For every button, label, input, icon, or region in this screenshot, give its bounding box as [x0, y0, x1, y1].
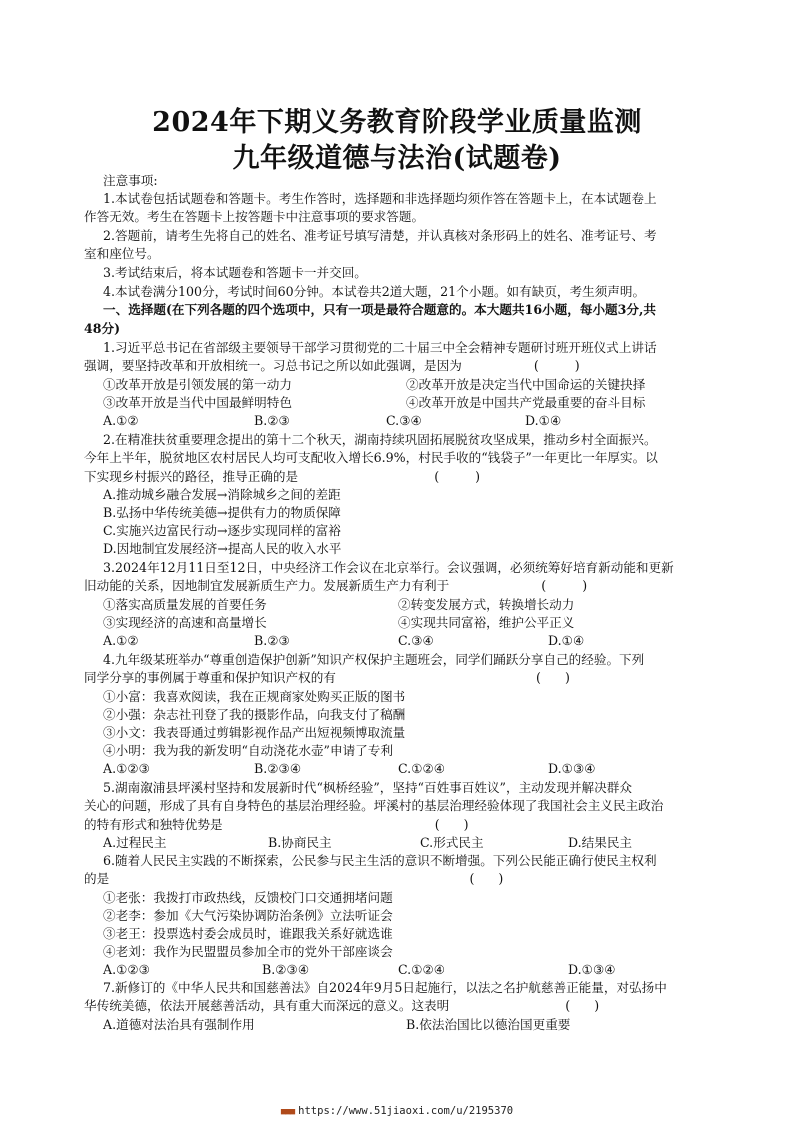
notice-item: 4.本试卷满分100分，考试时间60分钟。本试卷共2道大题，21个小题。如有缺页，考生须声明。 — [103, 284, 646, 299]
option-item: ②小强：杂志社刊登了我的摄影作品，向我支付了稿酬 — [103, 707, 406, 722]
answer-choice: B.协商民主 — [268, 835, 332, 850]
answer-choice: A.道德对法治具有强制作用 — [103, 1017, 255, 1032]
question-stem: 旧动能的关系，因地制宜发展新质生产力。发展新质生产力有利于 ( ) — [84, 578, 588, 593]
exam-title: 2024年下期义务教育阶段学业质量监测 — [152, 107, 642, 138]
option-item: ③实现经济的高速和高量增长 — [103, 615, 267, 630]
page-footer — [0, 1105, 794, 1117]
answer-choice: C.①②④ — [398, 761, 446, 776]
option-item: C.实施兴边富民行动→逐步实现同样的富裕 — [103, 523, 341, 538]
question-stem: 强调，要坚持改革和开放相统一。习总书记之所以如此强调，是因为 ( ) — [84, 358, 580, 373]
option-item: ③老王：投票选村委会成员时，谁跟我关系好就选谁 — [103, 926, 393, 941]
answer-choice: C.形式民主 — [420, 835, 484, 850]
option-item: D.因地制宜发展经济→提高人民的收入水平 — [103, 541, 342, 556]
option-item: ④老刘：我作为民盟盟员参加全市的党外干部座谈会 — [103, 944, 393, 959]
exam-subtitle: 九年级道德与法治(试题卷) — [232, 143, 562, 174]
option-item: ①老张：我拨打市政热线，反馈校门口交通拥堵问题 — [103, 890, 393, 905]
question-stem: 5.湖南溆浦县坪溪村坚持和发展新时代“枫桥经验”，坚持“百姓事百姓议”，主动发现并解决群众 — [103, 780, 632, 795]
answer-choice: B.②③ — [254, 413, 290, 428]
option-item: ③改革开放是当代中国最鲜明特色 — [103, 395, 292, 410]
notice-heading: 注意事项: — [103, 173, 158, 188]
question-stem: 的是 ( ) — [84, 871, 504, 886]
answer-choice: C.③④ — [386, 413, 422, 428]
notice-item: 室和座位号。 — [84, 246, 160, 261]
section-heading: 48分) — [84, 321, 121, 336]
option-item: ④小明：我为我的新发明“自动浇花水壶”申请了专利 — [103, 743, 393, 758]
source-url[interactable]: https://www.51jiaoxi.com/u/2195370 — [298, 1105, 514, 1117]
option-item: ②老李：参加《大气污染协调防治条例》立法听证会 — [103, 908, 393, 923]
watermark-logo: ■■■ — [280, 1107, 295, 1117]
answer-choice: D.结果民主 — [568, 835, 633, 850]
answer-choice: D.①④ — [525, 413, 562, 428]
answer-choice: B.②③ — [254, 633, 290, 648]
answer-choice: A.过程民主 — [103, 835, 167, 850]
answer-choice: D.①④ — [548, 633, 585, 648]
notice-item: 2.答题前，请考生先将自己的姓名、准考证号填写清楚，并认真核对条形码上的姓名、准考证号、考 — [103, 228, 657, 243]
option-item: ①小富：我喜欢阅读，我在正规商家处购买正版的图书 — [103, 689, 406, 704]
option-item: ②转变发展方式，转换增长动力 — [398, 597, 575, 612]
notice-item: 1.本试卷包括试题卷和答题卡。考生作答时，选择题和非选择题均须作答在答题卡上，在本试题卷上 — [103, 191, 657, 206]
question-stem: 6.随着人民民主实践的不断探索，公民参与民主生活的意识不断增强。下列公民能正确行使民主权利 — [103, 853, 657, 868]
answer-choice: A.①② — [103, 413, 139, 428]
question-stem: 同学分享的事例属于尊重和保护知识产权的有 ( ) — [84, 670, 570, 685]
answer-choice: C.③④ — [398, 633, 434, 648]
option-item: ③小文：我表哥通过剪辑影视作品产出短视频博取流量 — [103, 725, 406, 740]
answer-choice: A.①②③ — [103, 962, 150, 977]
question-stem: 的特有形式和独特优势是 ( ) — [84, 817, 469, 832]
answer-choice: B.②③④ — [262, 962, 310, 977]
notice-item: 3.考试结束后，将本试题卷和答题卡一并交回。 — [103, 265, 367, 280]
question-stem: 今年上半年，脱贫地区农村居民人均可支配收入增长6.9%，村民手收的“钱袋子”一年更比一年厚实。以 — [84, 450, 658, 465]
answer-choice: B.②③④ — [254, 761, 302, 776]
question-stem: 4.九年级某班举办“尊重创造保护创新”知识产权保护主题班会，同学们踊跃分享自己的经验。下列 — [103, 652, 645, 667]
option-item: ④实现共同富裕，维护公平正义 — [398, 615, 575, 630]
question-stem: 关心的问题，形成了具有自身特色的基层治理经验。坪溪村的基层治理经验体现了我国社会主义民主政治 — [84, 798, 664, 813]
notice-item: 作答无效。考生在答题卡上按答题卡中注意事项的要求答题。 — [84, 209, 425, 224]
answer-choice: D.①③④ — [568, 962, 616, 977]
question-stem: 下实现乡村振兴的路径，推导正确的是 ( ) — [84, 469, 481, 484]
option-item: ①落实高质量发展的首要任务 — [103, 597, 267, 612]
answer-choice: B.依法治国比以德治国更重要 — [406, 1017, 571, 1032]
section-heading: 一、选择题(在下列各题的四个选项中，只有一项是最符合题意的。本大题共16小题，每小题3分,共 — [103, 302, 656, 317]
answer-choice: D.①③④ — [548, 761, 596, 776]
question-stem: 3.2024年12月11日至12日，中央经济工作会议在北京举行。会议强调，必须统筹好培育新动能和更新 — [103, 560, 674, 575]
option-item: B.弘扬中华传统美德→提供有力的物质保障 — [103, 505, 341, 520]
option-item: A.推动城乡融合发展→消除城乡之间的差距 — [103, 487, 341, 502]
answer-choice: A.①② — [103, 633, 139, 648]
answer-choice: C.①②④ — [398, 962, 446, 977]
option-item: ①改革开放是引领发展的第一动力 — [103, 377, 292, 392]
option-item: ②改革开放是决定当代中国命运的关键抉择 — [406, 377, 646, 392]
question-stem: 2.在精准扶贫重要理念提出的第十二个秋天，湖南持续巩固拓展脱贫攻坚成果，推动乡村全面振兴。 — [103, 432, 657, 447]
question-stem: 华传统美德，依法开展慈善活动，具有重大而深远的意义。这表明 ( ) — [84, 998, 600, 1013]
answer-choice: A.①②③ — [103, 761, 150, 776]
option-item: ④改革开放是中国共产党最重要的奋斗目标 — [406, 395, 646, 410]
question-stem: 7.新修订的《中华人民共和国慈善法》自2024年9月5日起施行，以法之名护航慈善正能量，对弘扬中 — [103, 980, 667, 995]
question-stem: 1.习近平总书记在省部级主要领导干部学习贯彻党的二十届三中全会精神专题研讨班开班仪式上讲话 — [103, 340, 657, 355]
